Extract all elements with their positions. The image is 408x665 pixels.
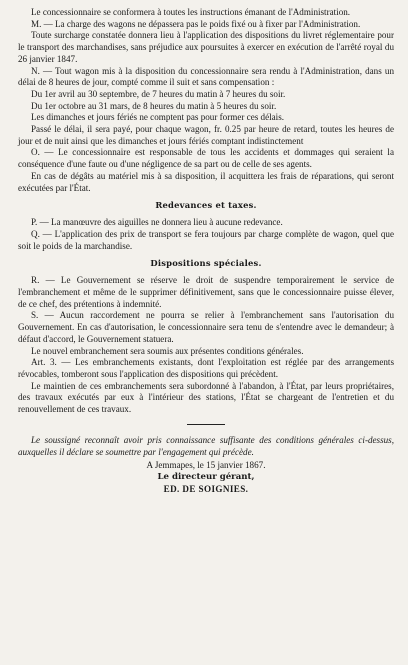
paragraph: Du 1er avril au 30 septembre, de 7 heures du matin à 7 heures du soir.	[31, 88, 286, 99]
section-heading-redevances: Redevances et taxes.	[155, 200, 257, 211]
paragraph: M. — La charge des wagons ne dépassera pas le poids fixé ou à fixer par l'Administration.	[31, 18, 361, 29]
paragraph: Le maintien de ces embranchements sera subordonné à l'abandon, à l'État, par leurs propriétaires, des travaux exécutés par eux à l'intérieur des stations, l'État se chargeant de l'entretien et du renouvellement de ces travaux.	[18, 380, 394, 415]
paragraph: Le concessionnaire se conformera à toutes les instructions émanant de l'Administration.	[31, 7, 351, 17]
paragraph: P. — La manœuvre des aiguilles ne donnera lieu à aucune redevance.	[31, 217, 283, 228]
paragraph: Q. — L'application des prix de transport se fera toujours par charge complète de wagon, quel que soit le poids de la marchandise.	[18, 228, 394, 251]
divider	[187, 424, 225, 425]
paragraph: N. — Tout wagon mis à la disposition du concessionnaire sera rendu à l'Administration, dans un délai de 8 heures de jour, compté comme il suit et sans compensation :	[18, 65, 394, 88]
paragraph: R. — Le Gouvernement se réserve le droit de suspendre temporairement le service de l'embranchement et même de le supprimer définitivement, sans que le concessionnaire puisse élever, de ce chef, des prétentions à indemnité.	[18, 275, 394, 309]
place-date: A Jemmapes, le 15 janvier 1867.	[146, 460, 266, 471]
paragraph: Passé le délai, il sera payé, pour chaque wagon, fr. 0.25 par heure de retard, toutes les heures de jour et de nuit ainsi que les dimanches et jours fériés comptant indistinctement	[18, 124, 394, 146]
paragraph: S. — Aucun raccordement ne pourra se relier à l'embranchement sans l'autorisation du Gouvernement. En cas d'autorisation, le concessionnaire sera tenu de s'entendre avec le demandeur; à défaut d'accord, le Gouvernement statuera.	[18, 310, 394, 344]
paragraph: Les dimanches et jours fériés ne comptent pas pour former ces délais.	[31, 112, 285, 123]
paragraph: Du 1er octobre au 31 mars, de 8 heures du matin à 5 heures du soir.	[31, 100, 277, 111]
signatory-name: ED. DE SOIGNIES.	[163, 483, 249, 494]
paragraph: Art. 3. — Les embranchements existants, dont l'exploitation est réglée par des arrangements révocables, tomberont sous l'application des dispositions qui précèdent.	[18, 357, 394, 379]
signatory-title: Le directeur gérant,	[157, 471, 255, 482]
closing-statement: Le soussigné reconnaît avoir pris connaissance suffisante des conditions générales ci-dessus, auxquelles il déclare se soumettre par l'engagement qui précède.	[18, 434, 394, 457]
paragraph: O. — Le concessionnaire est responsable de tous les accidents et dommages qui seraient la conséquence d'une faute ou d'une négligence de sa part ou de celle de ses agents.	[18, 147, 394, 170]
section-heading-dispositions: Dispositions spéciales.	[150, 258, 262, 269]
paragraph: Le nouvel embranchement sera soumis aux présentes conditions générales.	[31, 345, 304, 356]
paragraph: Toute surcharge constatée donnera lieu à l'application des dispositions du livret réglementaire pour le transport des marchandises, sans préjudice aux poursuites à exercer en exécution de l'arrêté royal du 26 janvier 1847.	[18, 30, 394, 64]
paragraph: En cas de dégâts au matériel mis à sa disposition, il acquittera les frais de réparations, qui seront exécutées par l'État.	[18, 170, 394, 193]
